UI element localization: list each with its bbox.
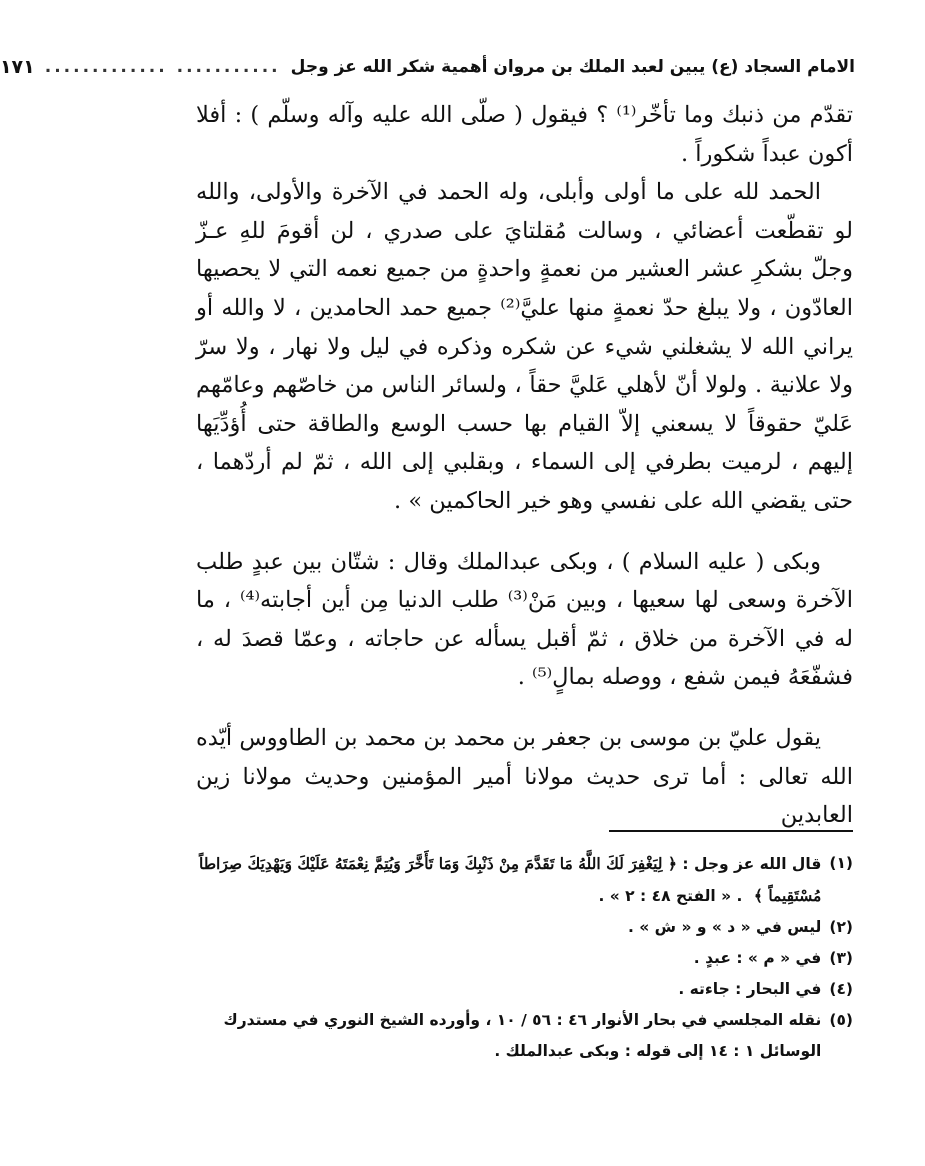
- running-header: [0, 50, 855, 84]
- footnote-5: [196, 1005, 853, 1067]
- paragraph-2: الحمد لله على ما أولى وأبلى، وله الحمد في الآخرة والأولى، والله لو تقطّعت أعضائي ، وسالت مُقلتايَ على صدري ، لن أقومَ للهِ عـزّ وجلّ بشكرِ عشر العشير من نعمةٍ واحدةٍ من جميع نعمه التي لا يحصيها العادّون ، ولا يبلغ حدّ نعمةٍ منها عليَّ⁽²⁾ جميع حمد الحامدين ، لا والله أو يراني الله لا يشغلني شيء عن شكره وذكره في ليل ولا نهار ، ولا سرّ ولا علانية . ولولا أنّ لأهلي عَليَّ حقاً ، ولسائر الناس من خاصّهم وعامّهم عَليّ حقوقاً لا يسعني إلاّ القيام بها حسب الوسع والطاقة حتى أُؤدِّيَها إليهم ، لرميت بطرفي إلى السماء ، وبقلبي إلى الله ، ثمّ لم أردّهما ، حتى يقضي الله على نفسي وهو خير الحاكمين » .: [196, 179, 854, 514]
- footnote-number: (٤): [829, 980, 853, 998]
- footnote-divider: [609, 830, 853, 832]
- footnote-number: (٢): [829, 918, 853, 936]
- header-leader-dots: ........... .............: [44, 57, 281, 77]
- footnote-1: [196, 848, 853, 912]
- paragraph-3: وبكى ( عليه السلام ) ، وبكى عبدالملك وقال : شتّان بين عبدٍ طلب الآخرة وسعى لها سعيها ، وبين مَنْ⁽³⁾ طلب الدنيا مِن أين أجابته⁽⁴⁾ ، ما له في الآخرة من خلاق ، ثمّ أقبل يسأله عن حاجاته ، وعمّا قصدَ له ، فشفّعَهُ فيمن شفع ، ووصله بمالٍ⁽⁵⁾ .: [196, 548, 853, 691]
- verse-reference: . « الفتح ٤٨ : ٢ » .: [598, 887, 743, 905]
- footnote-number: (٥): [829, 1011, 853, 1029]
- footnotes: [196, 848, 853, 1067]
- main-text: [196, 96, 853, 835]
- footnote-2: [196, 912, 853, 943]
- header-title: الامام السجاد (ع) يبين لعبد الملك بن مروان أهمية شكر الله عز وجل: [290, 57, 855, 77]
- footnote-number: (١): [829, 854, 853, 872]
- footnote-number: (٣): [829, 949, 853, 967]
- page-number: ١٧١: [0, 56, 35, 78]
- footnote-text: نقله المجلسي في بحار الأنوار ٤٦ : ٥٦ / ١٠ ، وأورده الشيخ النوري في مستدرك الوسائل ١ : ١٤ إلى قوله : وبكى عبدالملك .: [223, 1011, 822, 1060]
- footnote-text: ليس في « د » و « ش » .: [627, 918, 822, 936]
- quran-verse: ﴿ لِيَغْفِرَ لَكَ اللَّهُ مَا تَقَدَّمَ مِنْ ذَنْبِكَ وَمَا تَأَخَّرَ وَيُتِمَّ نِعْمَتَهُ عَلَيْكَ وَيَهْدِيَكَ صِرَاطاً مُسْتَقِيماً ﴾: [199, 854, 822, 905]
- paragraph-1: تقدّم من ذنبك وما تأخّر⁽¹⁾ ؟ فيقول ( صلّى الله عليه وآله وسلّم ) : أفلا أكون عبداً شكوراً .: [196, 102, 854, 167]
- footnote-text: قال الله عز وجل :: [682, 855, 822, 873]
- paragraph-4: يقول عليّ بن موسى بن جعفر بن محمد بن محمد بن الطاووس أيّده الله تعالى : أما ترى حديث مولانا أمير المؤمنين وحديث مولانا زين العابدين: [196, 724, 853, 829]
- footnote-text: في البحار : جاءته .: [678, 980, 822, 998]
- footnote-text: في « م » : عبدٍ .: [693, 949, 822, 967]
- footnote-4: [196, 974, 853, 1005]
- footnote-3: [196, 943, 853, 974]
